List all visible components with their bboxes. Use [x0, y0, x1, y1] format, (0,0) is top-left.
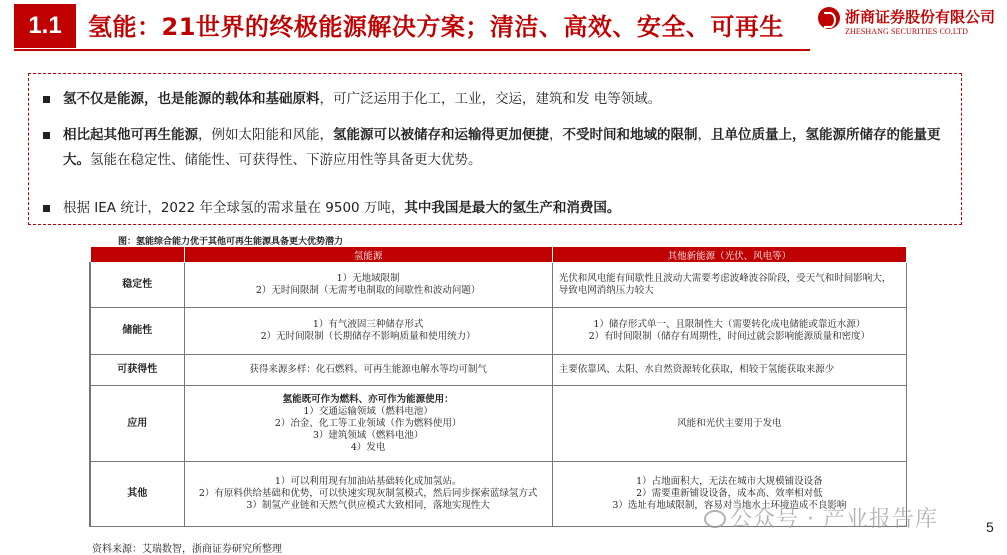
cell-line: 2）无时间限制（长期储存不影响质量和使用统力）: [260, 331, 476, 342]
row-label: 稳定性: [90, 263, 184, 308]
bullet-text-run: ，可广泛运用于化工，工业，交运，建筑和发 电等领域。: [319, 91, 662, 107]
comparison-table: [89, 246, 907, 527]
table-header-row: [90, 247, 907, 263]
logo-name-cn: 浙商证券股份有限公司: [845, 8, 996, 26]
cell-line: 3）建筑领域（燃料电池）: [312, 429, 424, 441]
bullet-point: [43, 123, 953, 173]
watermark: [704, 502, 938, 533]
logo-mark-icon: [818, 7, 840, 29]
bullet-text-run: 氢不仅是能源，也是能源的载体和基础原料: [63, 91, 320, 107]
cell-line: 3）选址有地域限制，容易对当地水土环境造成不良影响: [612, 500, 847, 511]
bullet-text: [63, 196, 943, 221]
figure-caption: 图：氢能综合能力优于其他可再生能源具备更大优势潜力: [118, 237, 344, 247]
table-header-cell: 其他新能源（光伏、风电等）: [552, 247, 906, 263]
bullet-text-run: 不受时间和地域的限制: [562, 127, 698, 143]
cell-line: 氢能既可作为燃料、亦可作为能源使用：: [282, 393, 454, 405]
cell-line: 3）制氢产业链和天然气供应模式大致相同，落地实现性大: [246, 500, 490, 511]
other-energy-cell: [552, 355, 906, 386]
cell-line: 1）储存形式单一、且限制性大（需要转化成电储能或靠近水源）: [593, 319, 866, 330]
cell-line: 2）需要重新铺设设备，成本高、效率相对低: [636, 488, 823, 499]
row-label: 可获得性: [90, 355, 184, 386]
bullet-text: [63, 87, 943, 112]
hydrogen-cell: [184, 355, 552, 386]
hydrogen-cell: [184, 386, 552, 462]
logo-name-en: ZHESHANG SECURITIES CO.LTD: [845, 27, 968, 36]
header-divider: [14, 49, 810, 51]
cell-line: 2）无时间限制（无需考电制取的间歇性和波动问题）: [255, 285, 481, 296]
cell-line: 主要依靠风、太阳、水自然资源转化获取，相较于氢能获取来源少: [558, 364, 835, 375]
table-header-cell: 氢能源: [184, 247, 552, 263]
row-label: 储能性: [90, 308, 184, 355]
other-energy-cell: [552, 386, 906, 462]
page-number: 5: [986, 519, 994, 535]
row-label: 应用: [90, 386, 184, 462]
cell-line: 光伏和风电能有间歇性且波动大需要考虑波峰波谷阶段，受天气和时间影响大，导致电网消纳压力较大: [558, 273, 892, 296]
cell-line: 1）无地域限制: [336, 273, 400, 284]
other-energy-cell: [552, 263, 906, 308]
wechat-icon: [704, 510, 726, 528]
bullet-text: [63, 123, 953, 173]
cell-line: 风能和光伏主要用于发电: [677, 417, 782, 429]
square-bullet-icon: [43, 96, 50, 103]
cell-line: 2）有时间限制（储存有周期性，时间过就会影响能源质量和密度）: [588, 331, 871, 342]
section-number-badge: 1.1: [14, 4, 76, 48]
table-row: [90, 308, 907, 355]
cell-line: 4）发电: [350, 441, 386, 453]
hydrogen-cell: [184, 263, 552, 308]
watermark-text: 公众号 · 产业报告库: [730, 507, 938, 532]
page-title: 氢能：21世界的终极能源解决方案；清洁、高效、安全、可再生: [88, 13, 784, 41]
bullet-point: [43, 87, 943, 112]
cell-line: 2）冶金、化工等工业领域（作为燃料使用）: [274, 417, 462, 429]
bullet-text-run: 且单位质量上，氢能源所储存的能量更大。: [63, 127, 941, 168]
table-row: [90, 355, 907, 386]
cell-line: 1）占地面积大，无法在城市大规模铺设设备: [636, 476, 823, 487]
table-row: [90, 263, 907, 308]
square-bullet-icon: [43, 205, 50, 212]
source-note: 资料来源：艾瑞数智，浙商证券研究所整理: [92, 544, 282, 555]
other-energy-cell: [552, 308, 906, 355]
cell-line: 2）有原料供给基础和优势，可以快速实现灰制氢模式，然后同步探索蓝绿氢方式: [198, 488, 538, 499]
key-points-box: [28, 73, 962, 225]
table-header-cell: [90, 247, 184, 263]
cell-line: 获得来源多样：化石燃料、可再生能源电解水等均可制气: [249, 364, 487, 375]
hydrogen-cell: [184, 308, 552, 355]
bullet-point: [43, 196, 943, 221]
bullet-text-run: 根据 IEA 统计，2022 年全球氢的需求量在 9500 万吨，: [63, 200, 405, 216]
bullet-text-run: ，例如太阳能和风能，: [198, 127, 333, 143]
bullet-text-run: ，: [549, 127, 563, 143]
bullet-text-run: 相比起其他可再生能源: [63, 127, 198, 143]
cell-line: 1）交通运输领域（燃料电池）: [303, 405, 433, 417]
cell-line: 1）有气液固三种储存形式: [312, 319, 424, 330]
row-label: 其他: [90, 462, 184, 527]
bullet-text-run: 氢能源可以被储存和运输得更加便捷: [333, 127, 549, 143]
cell-line: 1）可以利用现有加油站基础转化成加氢站。: [274, 476, 462, 487]
company-logo: [818, 6, 1000, 42]
hydrogen-cell: [184, 462, 552, 527]
bullet-text-run: 氢能在稳定性、储能性、可获得性、下游应用性等具备更大优势。: [90, 152, 482, 168]
bullet-text-run: 其中我国是最大的氢生产和消费国。: [404, 200, 621, 216]
square-bullet-icon: [43, 132, 50, 139]
table-row: [90, 386, 907, 462]
bullet-text-run: ，: [697, 127, 711, 143]
